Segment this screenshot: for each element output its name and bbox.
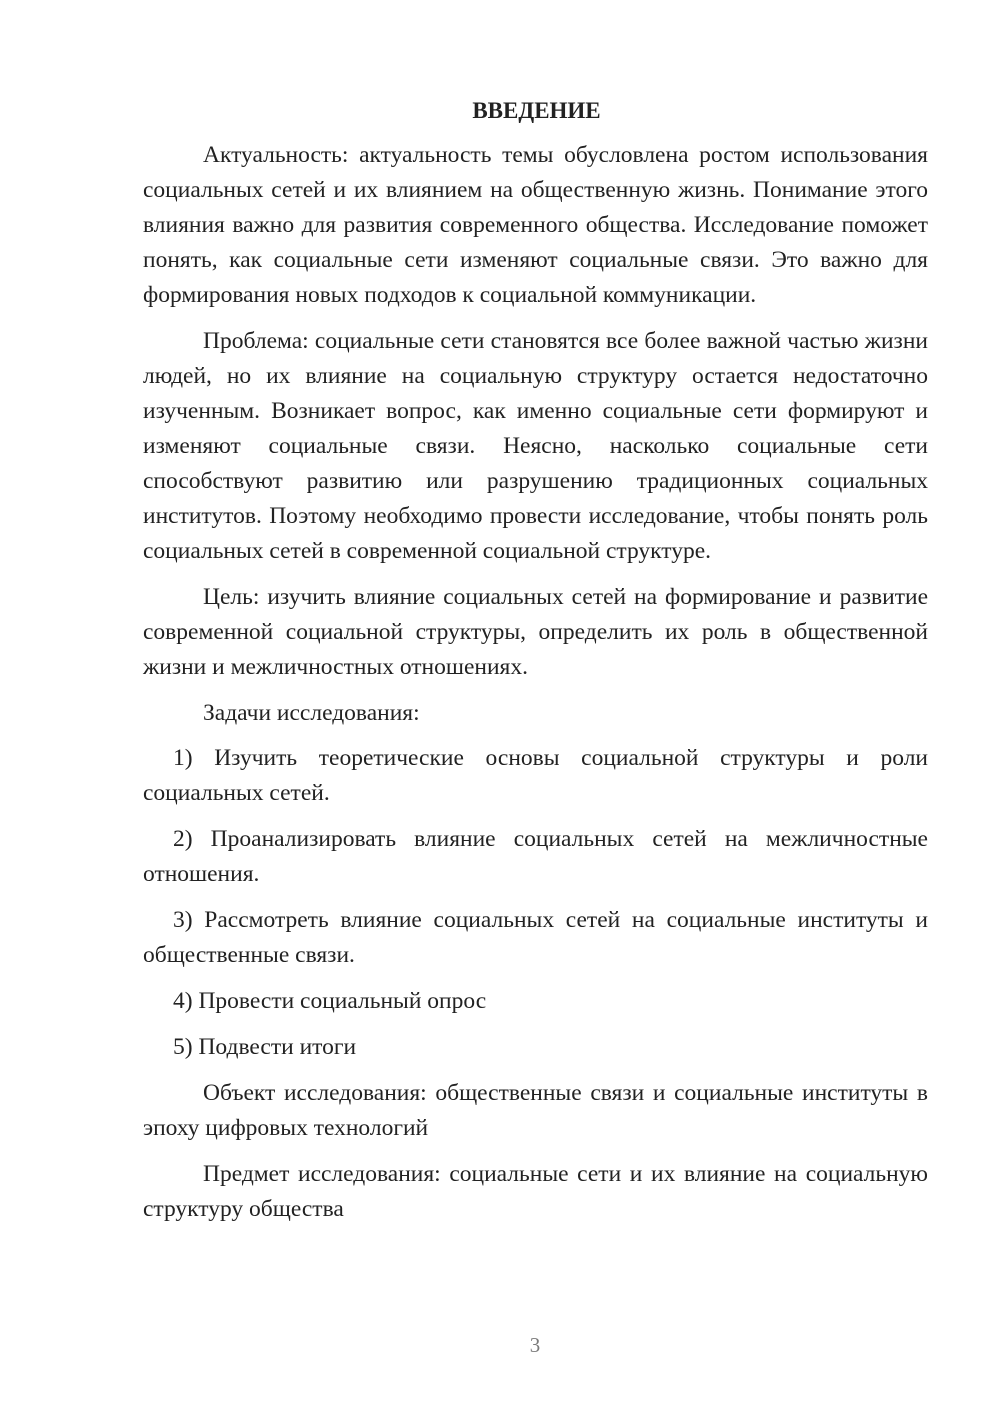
subject-paragraph: Предмет исследования: социальные сети и их влияние на социальную структуру общества bbox=[143, 1161, 928, 1222]
page-number: 3 bbox=[529, 1333, 541, 1357]
relevance-paragraph: Актуальность: актуальность темы обусловлена ростом использования социальных сетей и их влиянием на общественную жизнь. Понимание этого влияния важно для развития современного общества. Исследование поможет понять, как социальные сети изменяют социальные связи. Это важно для формирования новых подходов к социальной коммуникации. bbox=[143, 142, 928, 308]
tasks-list bbox=[143, 741, 928, 1065]
list-item: 1) Изучить теоретические основы социальной структуры и роли социальных сетей. bbox=[143, 745, 928, 806]
object-paragraph: Объект исследования: общественные связи и социальные институты в эпоху цифровых технологий bbox=[143, 1080, 928, 1141]
list-item: 4) Провести социальный опрос bbox=[173, 988, 487, 1014]
tasks-heading: Задачи исследования: bbox=[203, 700, 420, 726]
list-item: 3) Рассмотреть влияние социальных сетей на социальные институты и общественные связи. bbox=[143, 907, 928, 968]
list-item: 5) Подвести итоги bbox=[173, 1034, 357, 1060]
problem-paragraph: Проблема: социальные сети становятся все более важной частью жизни людей, но их влияние на социальную структуру остается недостаточно изученным. Возникает вопрос, как именно социальные сети формируют и изменяют социальные связи. Неясно, насколько социальные сети способствуют развитию или разрушению традиционных социальных институтов. Поэтому необходимо провести исследование, чтобы понять роль социальных сетей в современной социальной структуре. bbox=[143, 328, 928, 564]
list-item: 2) Проанализировать влияние социальных сетей на межличностные отношения. bbox=[143, 826, 928, 887]
page-title: ВВЕДЕНИЕ bbox=[472, 98, 601, 123]
document-page bbox=[143, 96, 928, 1238]
goal-paragraph: Цель: изучить влияние социальных сетей на формирование и развитие современной социальной структуры, определить их роль в общественной жизни и межличностных отношениях. bbox=[143, 584, 928, 680]
